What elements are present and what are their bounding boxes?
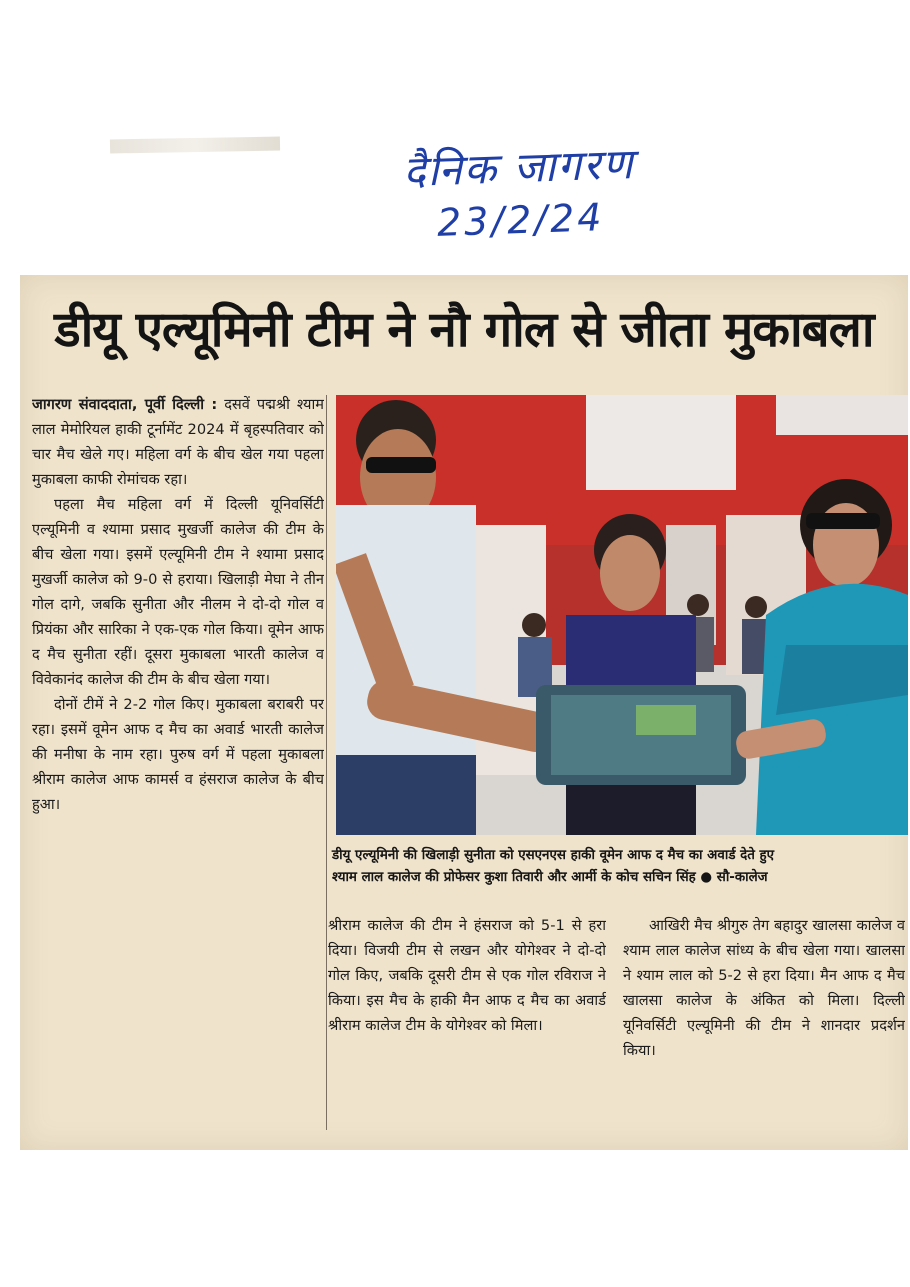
caption-credit: ● सौ-कालेज [700,870,768,885]
article-column-middle [328,913,606,1133]
article-paragraph-1-text: दसवें पद्मश्री श्याम लाल मेमोरियल हाकी टूर्नामेंट 2024 में बृहस्पतिवार को चार मैच खेले गए। महिला वर्ग के बीच खेल गया पहला मुकाबला काफी रोमांचक रहा। [32,396,324,488]
article-dateline: जागरण संवाददाता, पूर्वी दिल्ली : [32,396,218,413]
handwritten-newspaper-name: दैनिक जागरण [402,138,636,197]
caption-line-2 [332,867,907,889]
article-column-right [623,913,905,1133]
scan-tape-strip [110,137,280,154]
article-right-text: आखिरी मैच श्रीगुरु तेग बहादुर खालसा कालेज व श्याम लाल कालेज सांध्य के बीच खेला गया। खालसा ने श्याम लाल को 5-2 से हरा दिया। मैन आफ द मैच खालसा कालेज के अंकित को मिला। दिल्ली यूनिवर्सिटी एल्यूमिनी की टीम ने शानदार प्रदर्शन किया। [623,917,905,1059]
column-divider [326,395,327,1130]
photo-caption [332,845,907,895]
article-paragraph-1 [32,392,324,492]
article-paragraph-3: दोनों टीमें ने 2-2 गोल किए। मुकाबला बराबरी पर रहा। इसमें वूमेन आफ द मैच का अवार्ड भारती कालेज की मनीषा के नाम रहा। पुरुष वर्ग में पहला मुकाबला श्रीराम कालेज आफ कामर्स व हंसराज कालेज के बीच हुआ। [32,696,324,813]
newspaper-clipping [20,275,908,1150]
article-headline: डीयू एल्यूमिनी टीम ने नौ गोल से जीता मुकाबला [54,301,874,358]
handwritten-date: 23/2/24 [436,195,606,245]
handwritten-source-note [298,132,742,267]
article-photo [336,395,908,835]
article-paragraph-2: पहला मैच महिला वर्ग में दिल्ली यूनिवर्सिटी एल्यूमिनी व श्यामा प्रसाद मुखर्जी कालेज की टीम के बीच खेला गया। इसमें एल्यूमिनी टीम ने श्यामा प्रसाद मुखर्जी कालेज को 9-0 से हराया। खिलाड़ी मेघा ने तीन गोल दागे, जबकि सुनीता और नीलम ने दो-दो गोल व प्रियंका और सारिका ने एक-एक गोल किया। वूमेन आफ द मैच सुनीता रहीं। दूसरा मुकाबला भारती कालेज व विवेकानंद कालेज की टीम के बीच खेला गया। [32,496,324,688]
article-column-left [32,392,324,1132]
caption-line-1: डीयू एल्यूमिनी की खिलाड़ी सुनीता को एसएनएस हाकी वूमेन आफ द मैच का अवार्ड देते हुए [332,848,775,863]
article-middle-text: श्रीराम कालेज की टीम ने हंसराज को 5-1 से हरा दिया। विजयी टीम से लखन और योगेश्वर ने दो-दो गोल किए, जबकि दूसरी टीम से एक गोल रविराज ने किया। इस मैच के हाकी मैन आफ द मैच का अवार्ड श्रीराम कालेज टीम के योगेश्वर को मिला। [328,917,606,1034]
caption-line-2-text: श्याम लाल कालेज की प्रोफेसर कुशा तिवारी और आर्मी के कोच सचिन सिंह [332,870,696,885]
